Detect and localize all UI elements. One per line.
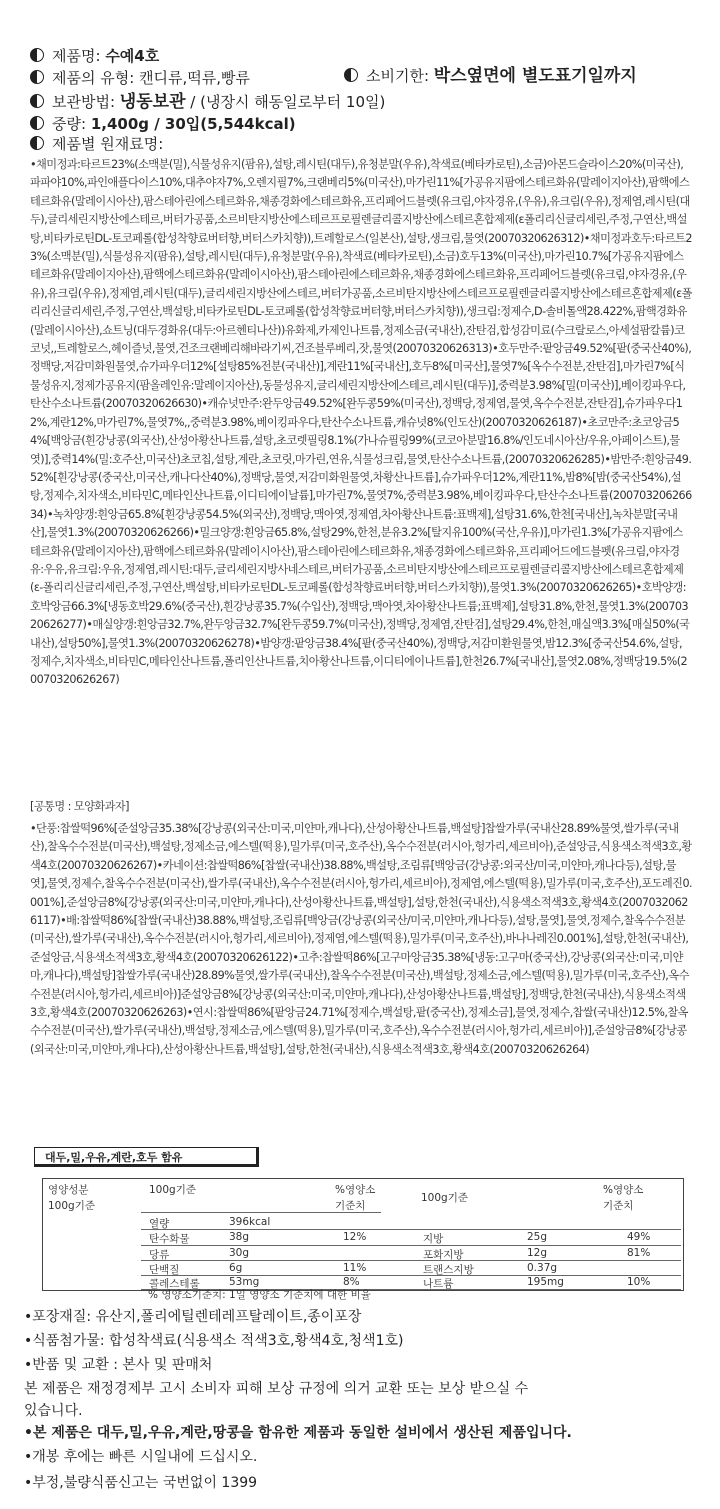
half-circle-bullet-icon	[30, 116, 44, 130]
ingredients-part-2: •단풍:찹쌀떡96%[준설앙금35.38%[강낭콩(외국산:미국,미얀마,캐나다),산성아황산나트륨,백설탕]찹쌀가루(국내산28.89%물엿,쌀가루(국내산),찰옥수수전분(미국산),백설탕,정제소금,에스텔(떡용),밀가루(미국,호주산),옥수수전분(러시아,헝가리,세르비아),준설앙금,식용색소적색3호,황색4호(20070320626267)•카네이션:찹쌀떡86%[찹쌀(국내산)38.88%,백설탕,조림류[백앙금(강낭콩:외국산/미국,미얀마,캐나다등),설탕,물엿],물엿,정제수,찰옥수수전분(미국산),쌀가루(국내산),옥수수전분(러시아,헝가리,세르비아),정제염,에스텔(떡용),밀가루(미국,호주산),포도레진0.001%],준설앙금8%[강낭콩(외국산:미국,미얀마,캐나다),산성아황산나트륨,백설탕],설탕,한천(국내산),식용색소적색3호,황색4호(20070320626117)•배:찹쌀떡86%[찹쌀(국내산)38.88%,백설탕,조림류[백앙금(강낭콩(외국산/미국,미얀마,캐나다등),설탕,물엿],물엿,정제수,찰옥수수전분(미국산),쌀가루(국내산),옥수수전분(러시아,헝가리,세르비아),정제염,에스텔(떡용),밀가루(미국,호주산),바나나레진0.001%],설탕,한천(국내산),준설앙금,식용색소적색3호,황색4호(20070320626122)•고추:찹쌀떡86%[고구마앙금35.38%[냉동:고구마(중국산),강낭콩(외국산:미국,미얀마,캐나다),백설탕]찹쌀가루(국내산)28.89%물엿,쌀가루(국내산),찰옥수수전분(미국산),백설탕,정제소금,에스텔(떡용),밀가루(미국,호주산),옥수수전분(러시아,헝가리,세르비아)]준설앙금8%[강낭콩(외국산:미국,미얀마,캐나다),산성아황산나트륨,백설탕],정백당,한천(국내산),식용색소적색3호,황색4호(20070320626263)•연시:찹쌀떡86%[팥앙금24.71%[정제수,백설탕,팥(중국산),정제소금],물엿,정제수,찹쌀(국내산)12.5%,찰옥수수전분(미국산),쌀가루(국내산),백설탕,정제소금,에스텔(떡용),밀가루(미국,호주산),옥수수전분(러시아,헝가리,세르비아)],준설앙금8%[강낭콩(외국산:미국,미얀마,캐나다),산성아황산나트륨,백설탕],설탕,한천(국내산),식용색소적색3호,황색4호(20070320626264)	[30, 822, 693, 1056]
nutrient-dv: 11%	[343, 1262, 367, 1274]
product-type-label: 제품의 유형:	[52, 69, 135, 87]
nutrition-rule	[141, 1229, 681, 1230]
nutrient-amount: 38g	[229, 1231, 250, 1243]
ingredients-label: 제품별 원재료명:	[52, 135, 164, 153]
weight-line	[30, 114, 296, 134]
nutrient-name: 나트륨	[423, 1278, 454, 1290]
nutrient-name: 트랜스지방	[423, 1264, 474, 1276]
ingredients-heading	[30, 134, 163, 154]
nutrient-name: 콜레스테롤	[149, 1278, 200, 1290]
nutrition-dv-right-a: %영양소	[603, 1184, 644, 1196]
nutrition-per-left: 100g기준	[149, 1184, 196, 1196]
nutrition-dv-left-a: %영양소	[335, 1184, 376, 1196]
product-name-label: 제품명:	[52, 47, 101, 65]
nutrition-dv-left-b: 기준치	[335, 1200, 366, 1212]
nutrient-amount: 12g	[527, 1247, 548, 1259]
half-circle-bullet-icon	[30, 48, 44, 62]
storage-method: 냉동보관	[119, 92, 186, 112]
product-name: 수예4호	[105, 47, 160, 65]
nutrition-header-basis: 100g기준	[48, 1200, 95, 1212]
nutrient-dv: 10%	[627, 1276, 651, 1288]
nutrient-amount: 53mg	[229, 1276, 260, 1288]
nutrient-name: 포화지방	[423, 1249, 464, 1261]
shared-facility-note: [공통명 : 모양화과자]	[30, 800, 129, 813]
nutrition-table	[42, 1178, 684, 1291]
nutrient-name: 단백질	[149, 1264, 180, 1276]
nutrient-amount: 30g	[229, 1247, 250, 1259]
nutrient-amount: 6g	[229, 1262, 243, 1274]
storage-label: 보관방법:	[52, 93, 116, 111]
nutrition-per-right: 100g기준	[421, 1192, 468, 1204]
expiry-value: 박스옆면에 별도표기일까지	[433, 66, 637, 86]
nutrient-amount: 0.37g	[527, 1262, 558, 1274]
nutrient-dv: 8%	[343, 1276, 360, 1288]
nutrition-dv-right-b: 기준치	[603, 1200, 634, 1212]
nutrient-name: 지방	[423, 1233, 444, 1245]
facility-warning: •본 제품은 대두,밀,우유,계란,땅콩을 함유한 제품과 동일한 설비에서 생산된 제품입니다.	[24, 1425, 572, 1441]
half-circle-bullet-icon	[30, 136, 44, 150]
report-note: •부정,불량식품신고는 국번없이 1399	[24, 1475, 258, 1491]
nutrient-amount: 195mg	[527, 1276, 564, 1288]
product-name-line	[30, 46, 159, 66]
half-circle-bullet-icon	[344, 68, 358, 82]
compensation-note-line1: 본 제품은 재정경제부 고시 소비자 피해 보상 규정에 의거 교환 또는 보상 받으실 수	[24, 1381, 529, 1397]
storage-note: / (냉장시 해동일로부터 10일)	[190, 93, 386, 111]
nutrition-rule	[141, 1212, 381, 1213]
expiry-line	[344, 66, 637, 86]
nutrition-footnote: % 영양소기준치: 1일 영양소 기준치에 대한 비율	[148, 1289, 371, 1301]
nutrient-name: 당류	[149, 1249, 170, 1261]
half-circle-bullet-icon	[30, 94, 44, 108]
packaging-note: •포장재질: 유산지,폴리에틸렌테레프탈레이트,종이포장	[24, 1309, 362, 1325]
calorie-label: 열량	[149, 1218, 170, 1230]
nutrition-rule	[141, 1260, 681, 1261]
exchange-note: •반품 및 교환 : 본사 및 판매처	[24, 1357, 213, 1373]
product-type-line	[30, 68, 250, 88]
nutrient-amount: 25g	[527, 1231, 548, 1243]
compensation-note-line2: 있습니다.	[24, 1403, 83, 1419]
calorie-value: 396kcal	[229, 1216, 271, 1228]
after-open-note: •개봉 후에는 빠른 시일내에 드십시오.	[24, 1449, 258, 1465]
additives-note: •식품첨가물: 합성착색료(식용색소 적색3호,황색4호,청색1호)	[24, 1333, 404, 1349]
weight-value: 1,400g / 30입(5,544kcal)	[90, 115, 296, 133]
ingredients-part-1: •채미정과:타르트23%(소맥분(밀),식물성유지(팜유),설탕,레시틴(대두),유청분말(우유),착색료(베타카로틴),소금)아몬드슬라이스20%(미국산),파파야10%,파인애플다이스10%,대추야자7%,오렌지필7%,크랜베리5%(미국산),마가린11%[가공유지팜에스테르화유(말레이지아산),팜핵에스테르화유(말레이시아산),팜스테아린에스테르화유,채종경화에스테르화유,프리페어드블렛(유크림,야자경유,(우유),유크림(우유),정제염,레시틴(대두),글리세린지방산에스테르,버터가공품,소르비탄지방산에스테르프로필렌글리콜지방산에스테르혼합제제(ε폴리리신글리세린,주정,구연산,백설탕,비타카로틴DL-토코페롤(합성착향료버터향,버터스카치향)),트레할로스(일본산),설탕,생크림,물엿(20070320626312)•채미정과호두:타르트23%(소맥분(밀),식물성유지(팜유),설탕,레시틴(대두),유청분말(우유),착색료(베타카로틴),소금)호두13%(미국산),마가린10.7%[가공유지팜에스테르화유(말레이지아산),팜핵에스테르화유(말레이시아산),팜스테아린에스테르화유,채종경화에스테르화유,프리페어드블렛(유크림,야자경유,(우유),유크림(우유),정제염,레시틴(대두),글리세린지방산에스테르,버터가공품,소르비탄지방산에스테르프로필렌글리콜지방산에스테르혼합제제(ε폴리리신글리세린,주정,구연산,백설탕,비타카로틴DL-토코페롤(합성착향료버터향,버터스카치향)),생크림:정제수,D-솔비톨액28.422%,팜핵경화유(말레이시아산),쇼트닝(대두경화유(대두:아르헨티나산))유화제,카제인나트륨,정제소금(국내산),잔탄검,합성감미료(수크랄로스,아세설팜칼륨)코코넛,,트레할로스,헤이즐넛,물엿,건조크랜베리해바라기씨,건조블루베리,잣,물엿(20070320626313)•호두만주:팥앙금49.52%[팥(중국산40%),정백당,저감미화원물엿,슈가파우더12%[설탕85%전분(국내산)],계란11%[국내산],호두8%[미국산],물엿7%[옥수수전분,잔탄검],마가린7%[식물성유지,정제가공유지(팜올레인유:말레이지아산),동물성유지,글리세린지방산에스테르,레시틴(대두)],중력분3.98%[밀(미국산)],베이킹파우다,탄산수소나트륨(20070320626630)•캐슈넛만주:완두앙금49.52%[완두콩59%(미국산),정백당,정제염,물엿,옥수수전분,잔탄검],슈가파우다12%,계란12%,마가린7%,물엿7%,,중력분3.98%,베이킹파우다,탄산수소나트륨,캐슈넛8%(인도산)(20070320626187)•초코만주:초코앙금54%[백앙금(흰강낭콩(외국산),산성아황산나트륨,설탕,초코렛필링8.1%(가나슈필링99%(코코아분말16.8%/인도네시아산/우유,아페이스트),물엿)],중력14%(밀:호주산,미국산)초코칩,설탕,계란,초코릿,마가린,연유,식물성크림,물엿,탄산수소나트륨,(20070320626285)•밤만주:흰앙금49.52%[흰강낭콩(중국산,미국산,캐나다산40%),정백당,물엿,저감미화원물엿,차황산나트륨],슈가파우더12%,계란11%,밤8%[밤(중국산54%),설탕,정제수,치자색소,비타민C,메타인산나트륨,이디티에이날륨],마가린7%,물엿7%,중력분3.98%,베이킹파우다,탄산수소나트륨(20070320626634)•녹차양갱:흰앙금65.8%[흰강낭콩54.5%(외국산),정백당,맥아엿,정제염,차아황산나트륨:표백제],설탕31.6%,한천[국내산],녹차분말[국내산],물엿1.3%(20070320626266)•밀크양갱:흰앙금65.8%,설탕29%,한천,분유3.2%[탈지유100%(국산,우유)],마가린1.3%[가공유지팜에스테르화유(말레이지아산),팜핵에스테르화유(말레이시아산),팜스테아린에스테르화유,채종경화에스테르화유,프리페어드에드블펫(유크림,야자경유:우유,유크림:우유,정제염,레시틴:대두,글리세린지방사네스테르,버터가공품,소르비탄지방산에스테르프로필렌글리콜지방산에스테르혼합제제(ε-폴리리신글리세린,주정,구연산,백설탕,비타카로틴DL-토코페롤(합성착향료버터향,버터스카치향)),물엿1.3%(20070320626265)•호박양갱:호박앙금66.3%[냉동호박29.6%(중국산),흰강낭콩35.7%(수입산),정백당,맥아엿,차아황산나트륨;표백제],설탕31.8%,한천,물엿1.3%(20070320626277)•매실양갱:흰앙금32.7%,완두앙금32.7%[완두콩59.7%(미국산),정백당,정제염,잔탄검],설탕29.4%,한천,매실액3.3%[매실50%(국내산),설탕50%],물엿1.3%(20070320626278)•밤양갱:팥앙금38.4%[팥(중국산40%),정백당,저감미환원물엿,밤12.3%[중국산54.6%,설탕,정제수,치자색소,비타민C,메타인산나트륨,폴리인산나트륨,치아황산나트륨,이디티에이나트륨],한천26.7%[국내산],물엿2.08%,정백당19.5%(20070320626267)	[30, 158, 692, 687]
nutrient-dv: 81%	[627, 1247, 651, 1259]
expiry-label: 소비기한:	[366, 67, 430, 85]
weight-label: 중량:	[52, 115, 87, 133]
product-type: 캔디류,떡류,빵류	[139, 69, 251, 87]
half-circle-bullet-icon	[30, 70, 44, 84]
nutrient-dv: 49%	[627, 1231, 651, 1243]
allergy-box: 대두,밀,우유,계란,호두 함유	[34, 1147, 259, 1167]
storage-line	[30, 92, 385, 112]
nutrient-dv: 12%	[343, 1231, 367, 1243]
nutrient-name: 탄수화물	[149, 1233, 190, 1245]
nutrition-header: 영양성분	[48, 1184, 89, 1196]
nutrition-rule	[141, 1275, 681, 1276]
nutrition-rule	[141, 1245, 681, 1246]
